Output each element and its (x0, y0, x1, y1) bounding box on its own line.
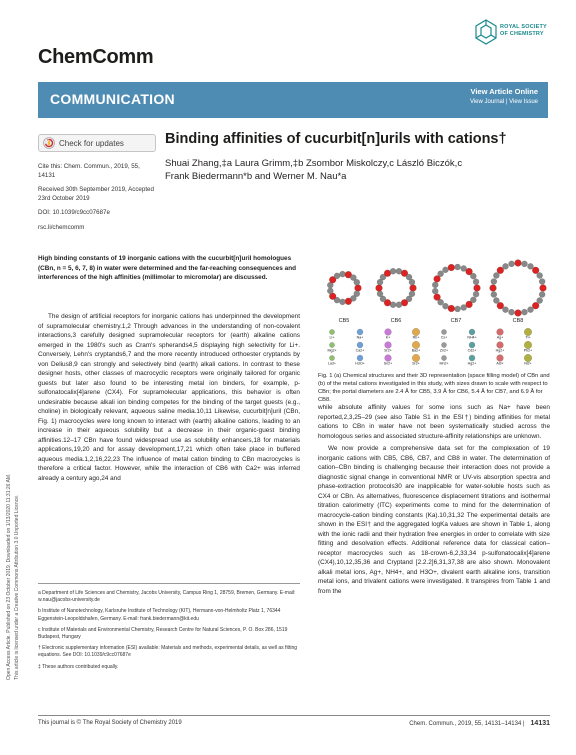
macrocycle-cb7 (432, 264, 480, 312)
figure-caption: Fig. 1 (a) Chemical structures and their 3D representation (space filling model) of CBn and (b) of the metal cations investigated in this study, with sizes drawn to scale with respect to CBn; the portal diameters are 2.4 Å for CB5, 3.9 Å for CB6, 5.4 Å for CB7, and 6.9 Å for CB8. (318, 373, 550, 403)
doi[interactable]: DOI: 10.1039/c9cc07687e (38, 209, 110, 216)
view-article-online-link[interactable]: View Article Online (470, 87, 538, 96)
citation: Cite this: Chem. Commun., 2019, 55, 14131 (38, 163, 140, 179)
page-number: 14131 (530, 720, 550, 727)
authors-line-2: Frank Biedermann*b and Werner M. Nau*a (165, 171, 347, 182)
open-access-side-note (2, 320, 32, 680)
cation-label: Sn2+ (383, 361, 393, 366)
macrocycle-label: CB7 (450, 318, 462, 324)
cation-sphere (357, 329, 363, 335)
open-access-line-1: Open Access Article. Published on 23 October 2019. Downloaded on 1/13/2020 11:31:26 AM. (6, 473, 12, 680)
cation-label: Cs+ (440, 335, 448, 340)
footnotes (38, 583, 300, 675)
cation-label: Cd2+ (467, 348, 477, 353)
cation-sphere (385, 342, 392, 349)
cation-sphere (469, 342, 475, 348)
cation-sphere (497, 342, 504, 349)
body-paragraph: while absolute affinity values for some ions such as Na+ have been reported,2,3,25–29 (see also Table S1 in the ESI†) binding affinities for metal cations to CBn in water have not been systematically studied across the homologous series and associated structure-affinity relationships are unknown. (318, 404, 550, 440)
check-for-updates-button[interactable] (38, 134, 156, 152)
cation-label: La3+ (327, 361, 337, 366)
open-access-line-2: This article is licensed under a Creative Commons Attribution 3.0 Unported Licence. (14, 494, 20, 680)
rsc-logo-text: ROYAL SOCIETY OF CHEMISTRY (500, 24, 547, 37)
body-paragraph: The design of artificial receptors for inorganic cations has underpinned the development of supramolecular chemistry.1,2 Through advances in the understanding of non-covalent interactions,3 carefully designed supramolecular receptors for (earth) alkaline cations emerged in the 1980's such as Cram's spherands4,5 displaying high selectivity for Li+. Conversely, Lehn's cryptands6,7 and the more recently introduced orthoester cryptands by von Delius8,9 can strongly and selectively bind (earth) alkali cations. In contrast to these designer hosts, other classes of macrocyclic receptors were originally tailored for organic guests but later also found to be interesting metal ion binders, for example, p-sulfonatocalix[4]arene (CX4). For supramolecular applications, this behavior is often undesirable because alkali ion binding competes for the binding of the target guests (e.g., choline) in biologically relevant, aqueous saline media.10,11 Likewise, cucurbit[n]uril (CBn, Fig. 1) macrocycles were long known to interact with (earth) alkaline cations, leading to an increase in their aqueous solubility but a decrease in their organic-guest binding affinities.12–17 CBn have found widespread use as solubility enhancers,18 for materials applications,19,20 and for assay development,17,21 which often take place in buffered aqueous media.1,2,16,22,23 The influence of metal cation binding to CBn macrocycles is therefore a critical factor. However, while the interaction of CB6 with Ca2+ was inferred already a century ago,24 and (38, 313, 300, 482)
cation-label: H3O+ (355, 361, 365, 366)
check-updates-label: Check for updates (59, 138, 124, 148)
refresh-icon (43, 137, 55, 149)
cation-label: Zn2+ (439, 348, 449, 353)
section-banner (38, 82, 548, 118)
section-label: COMMUNICATION (50, 91, 175, 107)
cation-sphere (497, 329, 504, 336)
cation-label: Hg2+ (467, 361, 477, 366)
footer-copyright: This journal is © The Royal Society of Chemistry 2019 (38, 720, 182, 726)
macrocycle-cb5 (327, 271, 361, 305)
cation-label: Li+ (329, 335, 335, 340)
macrocycle-cb6 (376, 268, 417, 307)
body-column-left (38, 312, 300, 486)
cation-label: Pb2+ (523, 348, 533, 353)
cation-label: Al3+ (496, 361, 504, 366)
cation-sphere (329, 329, 334, 334)
macrocycle-label: CB5 (338, 318, 350, 324)
cation-sphere (469, 355, 475, 361)
cation-sphere (357, 342, 363, 348)
authors-line-1: Shuai Zhang,‡a Laura Grimm,‡b Zsombor Miskolczy,c László Biczók,c (165, 158, 463, 169)
cation-sphere (441, 329, 446, 334)
cation-label: Ba2+ (411, 348, 421, 353)
cation-label: Mn2+ (439, 361, 449, 366)
article-title: Binding affinities of cucurbit[n]urils with cations† (165, 131, 507, 147)
affiliation-c: c Institute of Materials and Environmental Chemistry, Research Centre for Natural Sciences, P. O. Box 286, 1519 Budapest, Hungary (38, 626, 288, 641)
equal-contribution-note: ‡ These authors contributed equally. (38, 663, 119, 670)
affiliation-a: a Department of Life Sciences and Chemistry, Jacobs University, Campus Ring 1, 28759, Bremen, Germany. E-mail: w.nau@jacobs-university.de (38, 590, 296, 604)
footer-rule (38, 715, 550, 716)
cation-label: Hg2+ (495, 348, 505, 353)
body-column-right (318, 403, 550, 599)
cation-label: Tl+ (525, 335, 531, 340)
journal-title: ChemComm (38, 46, 154, 68)
cation-sphere (497, 355, 504, 362)
cation-label: NH4+ (467, 335, 477, 340)
esi-note: † Electronic supplementary information (ESI) available: Materials and methods, experimental details, as well as fitting equations. See DOI: 10.1039/c9cc07687e (38, 645, 298, 659)
cation-label: Ag+ (496, 335, 504, 340)
cation-sphere (441, 355, 446, 360)
footer-citation: Chem. Commun., 2019, 55, 14131–14134 | 14131 (409, 720, 550, 727)
cation-label: Na+ (356, 335, 364, 340)
macrocycle-cb8 (490, 260, 547, 317)
cation-sphere (441, 342, 446, 347)
body-paragraph: We now provide a comprehensive data set for the complexation of 19 inorganic cations with CB5, CB6, CB7, and CB8 in water. The determination of cation–CBn binding is challenging because their interaction does not provide a diagnostic signal change in conventional NMR or UV-vis absorption spectra and phase-extraction protocols30 are inapplicable for water-soluble hosts such as CX4 or CBn. As alternatives, fluorescence displacement titrations and isothermal titration calorimetry (ITC) experiments come to mind for the determination of macrocycle-cation binding constants (Ka).10,31,32 The experimental details are shown in the ESI† and the aggregated logKa values are shown in Table 1, along with the ionic radii and their hydration free energies in order to correlate with size fitting and desolvation effects. Additional reference data for classical cation–receptor macrocycles such as 18-crown-6,2,33,34 p-sulfonatocalix[4]arene (CX4),10,12,35,36 and Cryptand [2.2.2]6,31,37,38 are also shown. Monovalent alkali metal ions, Ag+, NH4+, and H3O+, divalent earth alkaline ions, transition metal ions, and trivalent cations were investigated. It transpires from Table 1 and from the (318, 445, 550, 595)
article-metadata (38, 163, 158, 238)
affiliation-b: b Institute of Nanotechnology, Karlsruhe Institute of Technology (KIT), Hermann-von-Helmholtz Platz 1, 76344 Eggenstein-Leopoldshafen, Germany. E-mail: frank.biedermann@kit.edu (38, 608, 281, 622)
abstract: High binding constants of 19 inorganic cations with the cucurbit[n]uril homologues (CBn, n = 5, 6, 7, 8) in water were determined and the far-reaching consequences and interferences of the high affinities (millimolar to micromolar) are discussed. (38, 255, 297, 281)
cation-sphere (385, 329, 392, 336)
cation-label: Sr2+ (412, 361, 420, 366)
cation-label: Ni2+ (524, 361, 532, 366)
figure-1 (318, 252, 550, 370)
cation-sphere (357, 355, 363, 361)
cation-label: Sr2+ (384, 348, 392, 353)
view-journal-issue-links[interactable]: View Journal | View Issue (469, 99, 538, 105)
author-list (165, 157, 550, 183)
cation-sphere (469, 329, 475, 335)
cation-label: Mg2+ (327, 348, 337, 353)
received-accepted-dates: Received 30th September 2019, Accepted 23rd October 2019 (38, 186, 154, 202)
cation-label: Rb+ (412, 335, 420, 340)
cation-label: K+ (385, 335, 391, 340)
cation-label: Ca2+ (355, 348, 365, 353)
rsc-logo-icon (472, 14, 552, 62)
macrocycle-label: CB8 (512, 318, 524, 324)
cation-sphere (385, 355, 392, 362)
cation-sphere (329, 342, 334, 347)
macrocycle-label: CB6 (390, 318, 402, 324)
cation-sphere (329, 355, 334, 360)
journal-short-url[interactable]: rsc.li/chemcomm (38, 223, 85, 231)
